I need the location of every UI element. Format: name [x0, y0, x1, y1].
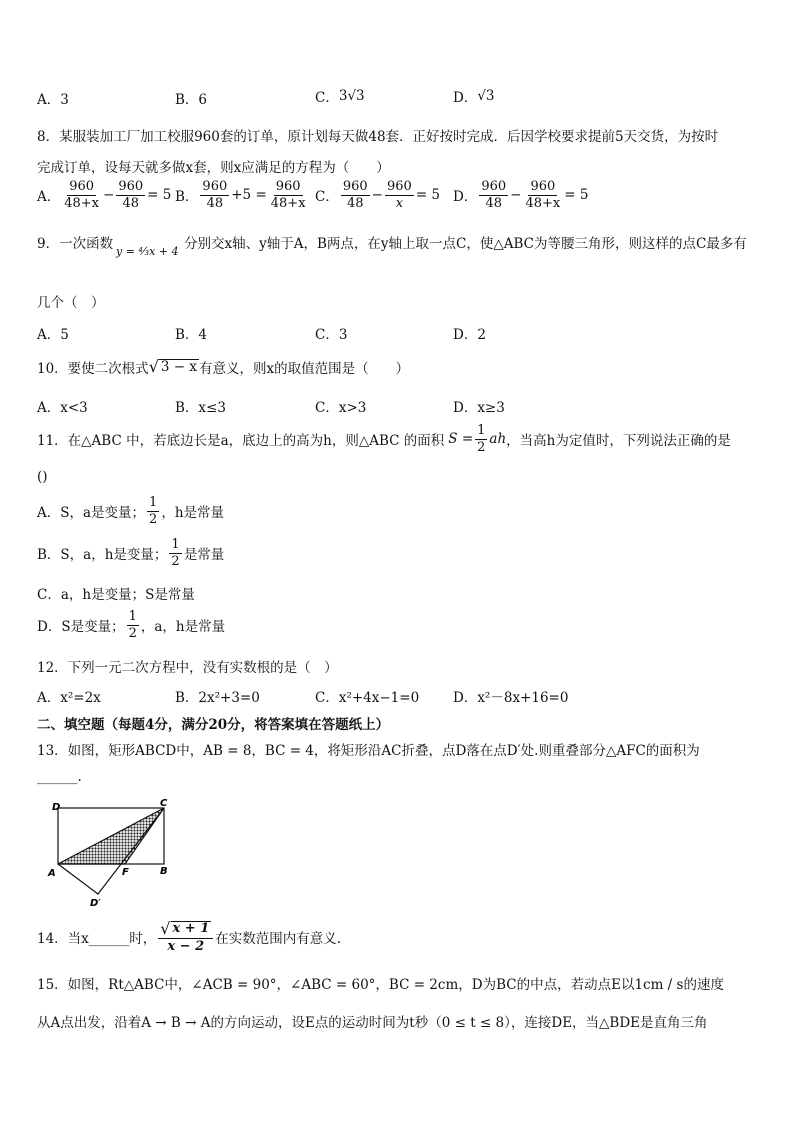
label-d: D [52, 802, 61, 813]
q13-text-line2: ______. [37, 769, 82, 785]
fraction: √ x + 1 x − 2 [158, 921, 213, 954]
q10-option-d: D．x≥3 [453, 400, 505, 416]
q11-option-b: B．S，a，h是变量； $\frac{1}{2}$ 是常量 [37, 537, 225, 569]
section-heading: 二、填空题（每题4分，满分20分，将答案填在答题纸上） [37, 717, 390, 733]
q11-option-c: C．a，h是变量；S是常量 [37, 587, 195, 603]
label-b: B [160, 866, 168, 877]
q12-option-b: B．2x²+3=0 [175, 690, 260, 706]
q10-option-a: A．x<3 [37, 400, 88, 416]
label-a: A [48, 868, 56, 879]
q12-option-c: C．x²+4x−1=0 [315, 690, 420, 706]
fraction: $\frac{960}{48+x}$ [270, 179, 306, 211]
q10-option-b: B．x≤3 [175, 400, 226, 416]
q12-text: 12．下列一元二次方程中，没有实数根的是（ ） [37, 660, 338, 676]
q15-text-line2: 从A点出发，沿着A → B → A的方向运动，设E点的运动时间为t秒（0 ≤ t ≤ 8），连接DE，当△BDE是直角三角 [37, 1015, 708, 1031]
q11-paren: () [37, 469, 48, 485]
q14-text: 14．当x______时， √ x + 1 x − 2 在实数范围内有意义. [37, 919, 342, 954]
fraction: $\frac{1}{2}$ [149, 495, 158, 527]
label-d-prime: D′ [90, 898, 101, 909]
q10-option-c: C．x>3 [315, 400, 367, 416]
fraction: $\frac{960}{48}$ [118, 179, 144, 211]
fraction: $\frac{1}{2}$ [128, 609, 137, 641]
q9-option-d: D．2 [453, 327, 486, 343]
fraction: $\frac{1}{2}$ [477, 423, 486, 455]
q11-option-d: D．S是变量； $\frac{1}{2}$ ，a，h是常量 [37, 609, 226, 641]
fraction: $\frac{960}{48+x}$ [525, 179, 561, 211]
q12-option-a: A．x²=2x [37, 690, 101, 706]
q13-figure [40, 796, 190, 916]
fraction: $\frac{1}{2}$ [171, 537, 180, 569]
triangle-afc [58, 808, 164, 864]
fraction: $\frac{960}{48+x}$ [64, 179, 100, 211]
q9-lead: 9．一次函数 [37, 236, 114, 252]
radical: √ x + 1 [160, 919, 210, 938]
q8-option-c: C． $\frac{960}{48}$ − $\frac{960}{x}$ = 5 [315, 179, 441, 211]
q11-option-a: A．S，a是变量； $\frac{1}{2}$ ，h是常量 [37, 495, 225, 527]
label-c: C [160, 798, 168, 809]
q7-option-a: A．3 [37, 92, 69, 108]
radical: √ 3 − x [148, 357, 197, 376]
q12-option-d: D．x²－8x+16=0 [453, 690, 569, 706]
q8-text-line2: 完成订单，设每天就多做x套，则x应满足的方程为（ ） [37, 160, 390, 176]
fraction: $\frac{960}{48}$ [481, 179, 507, 211]
q9-text-line2: 几个（ ） [37, 295, 105, 311]
fraction: $\frac{960}{x}$ [386, 179, 412, 211]
fraction: $\frac{960}{48}$ [342, 179, 368, 211]
q7-option-d: D． √3 [453, 88, 495, 106]
q13-text-line1: 13．如图，矩形ABCD中，AB = 8，BC = 4，将矩形沿AC折叠，点D落在点D′处.则重叠部分△AFC的面积为 [37, 743, 700, 759]
q8-option-b: B． $\frac{960}{48}$ +5 = $\frac{960}{48+x}$ [175, 179, 306, 211]
q9-option-b: B．4 [175, 327, 208, 343]
q8-option-a: A． $\frac{960}{48+x}$ − $\frac{960}{48}$ = 5 [37, 179, 172, 211]
q10-text: 10．要使二次根式 √ 3 − x 有意义，则x的取值范围是（ ） [37, 357, 410, 377]
q9-option-a: A．5 [37, 327, 69, 343]
q8-text-line1: 8．某服装加工厂加工校服960套的订单，原计划每天做48套．正好按时完成．后因学校要求提前5天交货，为按时 [37, 129, 719, 145]
q9-function: y = ⁴⁄₃x + 4 [116, 245, 179, 258]
q11-text: 11．在△ABC 中，若底边长是a，底边上的高为h，则△ABC 的面积 S = $\frac{1}{2}$ ah ，当高h为定值时，下列说法正确的是 [37, 423, 731, 455]
q7-option-c: C． 3 √3 [315, 88, 365, 106]
fraction: $\frac{960}{48}$ [202, 179, 228, 211]
q15-text-line1: 15．如图，Rt△ABC中，∠ACB = 90°，∠ABC = 60°，BC = 2cm，D为BC的中点，若动点E以1cm / s的速度 [37, 977, 724, 993]
q9-option-c: C．3 [315, 327, 348, 343]
label-f: F [122, 867, 129, 878]
q7-option-b: B．6 [175, 92, 208, 108]
q8-option-d: D． $\frac{960}{48}$ − $\frac{960}{48+x}$ = 5 [453, 179, 589, 211]
q9-text: 分别交x轴、y轴于A，B两点，在y轴上取一点C，使△ABC为等腰三角形，则这样的点C最多有 [184, 236, 747, 252]
